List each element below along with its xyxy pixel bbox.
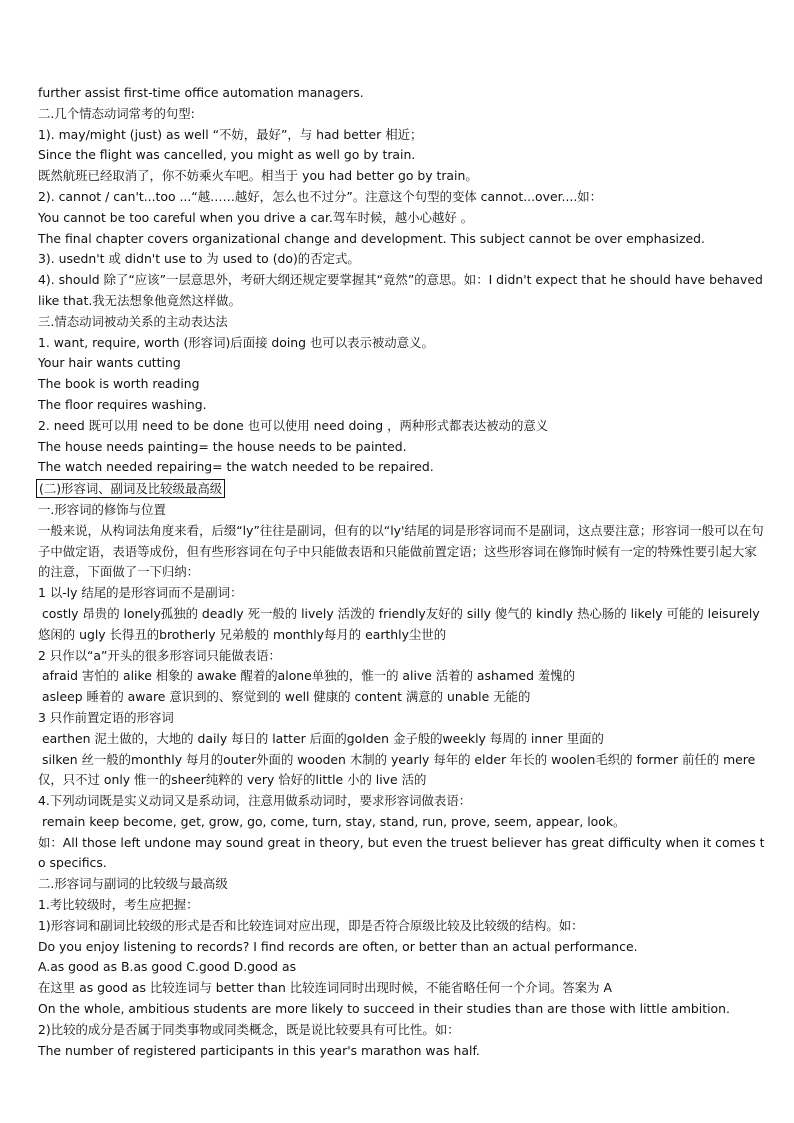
text-line: further assist first-time office automation managers. <box>38 85 364 100</box>
chapter-heading-row <box>38 478 768 500</box>
text-line: 2)比较的成分是否属于同类事物或同类概念，既是说比较要具有可比性。如： <box>38 1021 460 1037</box>
word-list: earthen 泥土做的，大地的 daily 每日的 latter 后面的golden 金子般的weekly 每周的 inner 里面的 <box>42 730 604 746</box>
subheading: 4.下列动词既是实义动词又是系动词，注意用做系动词时，要求形容词做表语： <box>38 793 472 809</box>
text-line: 1)形容词和副词比较级的形式是否和比较连词对应出现，即是否符合原级比较及比较级的结构。如： <box>38 917 584 933</box>
subheading: 3 只作前置定语的形容词 <box>38 709 174 725</box>
example-line: Do you enjoy listening to records? I find records are often, or better than an actual performance. <box>38 938 638 954</box>
text-line: The final chapter covers organizational change and development. This subject cannot be over emphasized. <box>38 230 705 246</box>
text-line: You cannot be too careful when you drive a car.驾车时候，越小心越好 。 <box>38 209 474 225</box>
subheading: 1.考比较级时，考生应把握： <box>38 897 199 913</box>
text-line: 如：All those left undone may sound great in theory, but even the truest believer has great difficulty when it comes to specifics. <box>38 834 765 871</box>
text-line: 2). cannot / can't...too ...“越……越好，怎么也不过分”。注意这个句型的变体 cannot...over....如： <box>38 188 603 204</box>
word-list: costly 昂贵的 lonely孤独的 deadly 死一般的 lively 活泼的 friendly友好的 silly 傻气的 kindly 热心肠的 likely 可能的 leisurely 悠闲的 ugly 长得丑的brotherly 兄弟般的 monthly每月的 earthly尘世的 <box>38 605 760 642</box>
word-list: remain keep become, get, grow, go, come, turn, stay, stand, run, prove, seem, appear, look。 <box>42 813 626 829</box>
document-page <box>38 83 768 1061</box>
subheading: 1 以-ly 结尾的是形容词而不是副词： <box>38 585 243 601</box>
example-line: Your hair wants cutting <box>38 355 181 371</box>
text-line: 4). should 除了“应该”一层意思外，考研大纲还规定要掌握其“竟然”的意思。如：I didn't expect that he should have behaved like that.我无法想象他竟然这样做。 <box>38 272 763 308</box>
chapter-heading: (二)形容词、副词及比较级最高级 <box>36 479 225 498</box>
word-list: afraid 害怕的 alike 相象的 awake 醒着的alone单独的，惟一的 alive 活着的 ashamed 羞愧的 <box>42 668 576 684</box>
word-list: asleep 睡着的 aware 意识到的、察觉到的 well 健康的 content 满意的 unable 无能的 <box>42 689 531 705</box>
text-line: 3). usedn't 或 didn't use to 为 used to (do)的否定式。 <box>38 251 360 267</box>
example-line: On the whole, ambitious students are more likely to succeed in their studies than are those with little ambition. <box>38 1001 730 1017</box>
word-list: silken 丝一般的monthly 每月的outer外面的 wooden 木制的 yearly 每年的 elder 年长的 woolen毛织的 former 前任的 mere 仅，只不过 only 惟一的sheer纯粹的 very 恰好的little 小的 live 活的 <box>38 751 756 788</box>
example-line: The house needs painting= the house needs to be painted. <box>38 438 407 454</box>
text-line: Since the flight was cancelled, you might as well go by train. <box>38 147 416 163</box>
section-heading: 二.几个情态动词常考的句型: <box>38 105 195 121</box>
example-line: The book is worth reading <box>38 376 200 392</box>
example-line: The watch needed repairing= the watch needed to be repaired. <box>38 459 434 475</box>
text-line: 1. want, require, worth (形容词)后面接 doing 也可以表示被动意义。 <box>38 334 434 350</box>
text-line: 2. need 既可以用 need to be done 也可以使用 need doing ，两种形式都表达被动的意义 <box>38 417 549 433</box>
subheading: 2 只作以“a”开头的很多形容词只能做表语： <box>38 647 281 663</box>
example-line: The number of registered participants in this year's marathon was half. <box>38 1042 480 1058</box>
section-heading: 三.情态动词被动关系的主动表达法 <box>38 313 228 329</box>
section-heading: 一.形容词的修饰与位置 <box>38 501 166 517</box>
text-line: 1). may/might (just) as well “不妨，最好”，与 had better 相近； <box>38 126 423 142</box>
section-heading: 二.形容词与副词的比较级与最高级 <box>38 876 228 892</box>
text-line: 在这里 as good as 比较连词与 better than 比较连词同时出现时候，不能省略任何一个介词。答案为 A <box>38 980 612 996</box>
example-line: The floor requires washing. <box>38 396 207 412</box>
text-line: 既然航班已经取消了，你不妨乘火车吧。相当于 you had better go by train。 <box>38 168 478 184</box>
answer-options: A.as good as B.as good C.good D.good as <box>38 959 297 975</box>
paragraph: 一般来说，从构词法角度来看，后缀“ly”往往是副词，但有的以“ly'结尾的词是形容词而不是副词，这点要注意；形容词一般可以在句子中做定语，表语等成份，但有些形容词在句子中只能做表语和只能做前置定语；这些形容词在修饰时候有一定的特殊性要引起大家的注意，下面做了一下归纳： <box>38 522 764 580</box>
